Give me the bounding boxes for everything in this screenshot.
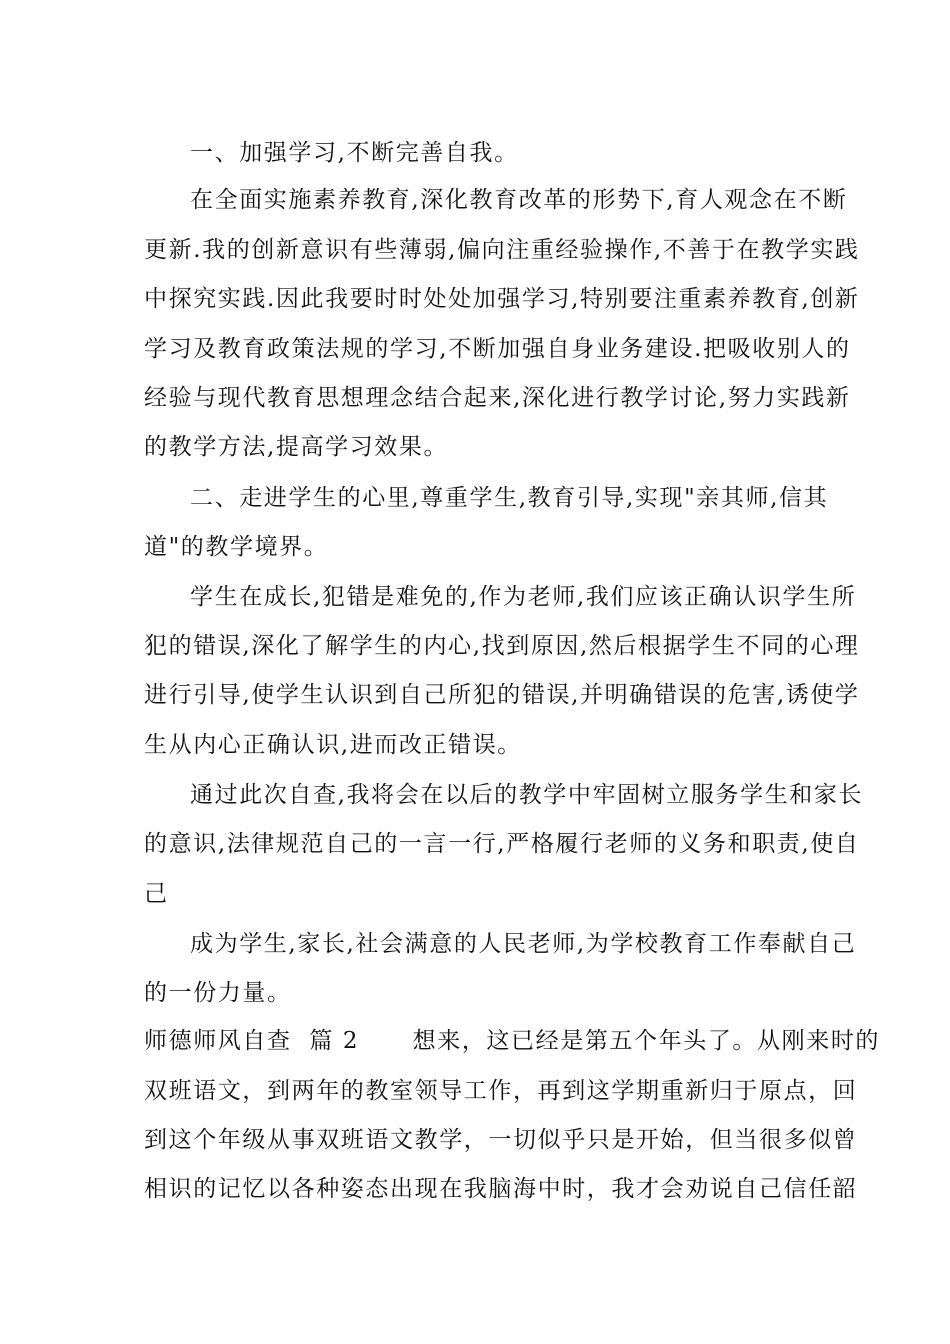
paragraph-line: 的意识,法律规范自己的一言一行,严格履行老师的义务和职责,使自 [144, 831, 860, 857]
paragraph-line: 更新.我的创新意识有些薄弱,偏向注重经验操作,不善于在教学实践 [144, 237, 860, 263]
paragraph-line: 学生在成长,犯错是难免的,作为老师,我们应该正确认识学生所 [190, 584, 857, 610]
paragraph-line: 相识的记忆以各种姿态出现在我脑海中时，我才会劝说自己信任韶 [144, 1176, 858, 1202]
paragraph-line: 到这个年级从事双班语文教学，一切似乎只是开始，但当很多似曾 [144, 1127, 858, 1153]
paragraph-line: 进行引导,使学生认识到自己所犯的错误,并明确错误的危害,诱使学 [144, 682, 860, 708]
paragraph-line: 的一份力量。 [144, 980, 292, 1006]
paragraph-line: 学习及教育政策法规的学习,不断加强自身业务建设.把吸收别人的 [144, 336, 851, 362]
paragraph-line: 经验与现代教育思想理念结合起来,深化进行教学讨论,努力实践新 [144, 385, 851, 411]
paragraph-line: 犯的错误,深化了解学生的内心,找到原因,然后根据学生不同的心理 [144, 633, 860, 659]
paragraph-line: 生从内心正确认识,进而改正错误。 [144, 732, 522, 758]
paragraph-line: 双班语文，到两年的教室领导工作，再到这学期重新归于原点，回 [144, 1078, 858, 1104]
paragraph-line: 己 [144, 881, 169, 907]
paragraph-line: 中探究实践.因此我要时时处处加强学习,特别要注重素养教育,创新 [144, 286, 860, 312]
paragraph-line: 在全面实施素养教育,深化教育改革的形势下,育人观念在不断 [190, 187, 848, 213]
section-heading-2: 二、走进学生的心里,尊重学生,教育引导,实现"亲其师,信其 [190, 485, 829, 511]
section-heading-2-continued: 道"的教学境界。 [144, 534, 329, 560]
paragraph-line: 通过此次自查,我将会在以后的教学中牢固树立服务学生和家长 [190, 782, 864, 808]
article-title-line: 师德师风自查 篇 2 想来，这已经是第五个年头了。从刚来时的 [144, 1028, 881, 1054]
paragraph-line: 成为学生,家长,社会满意的人民老师,为学校教育工作奉献自己 [190, 931, 857, 957]
section-heading-1: 一、加强学习,不断完善自我。 [190, 140, 519, 166]
paragraph-line: 的教学方法,提高学习效果。 [144, 434, 449, 460]
